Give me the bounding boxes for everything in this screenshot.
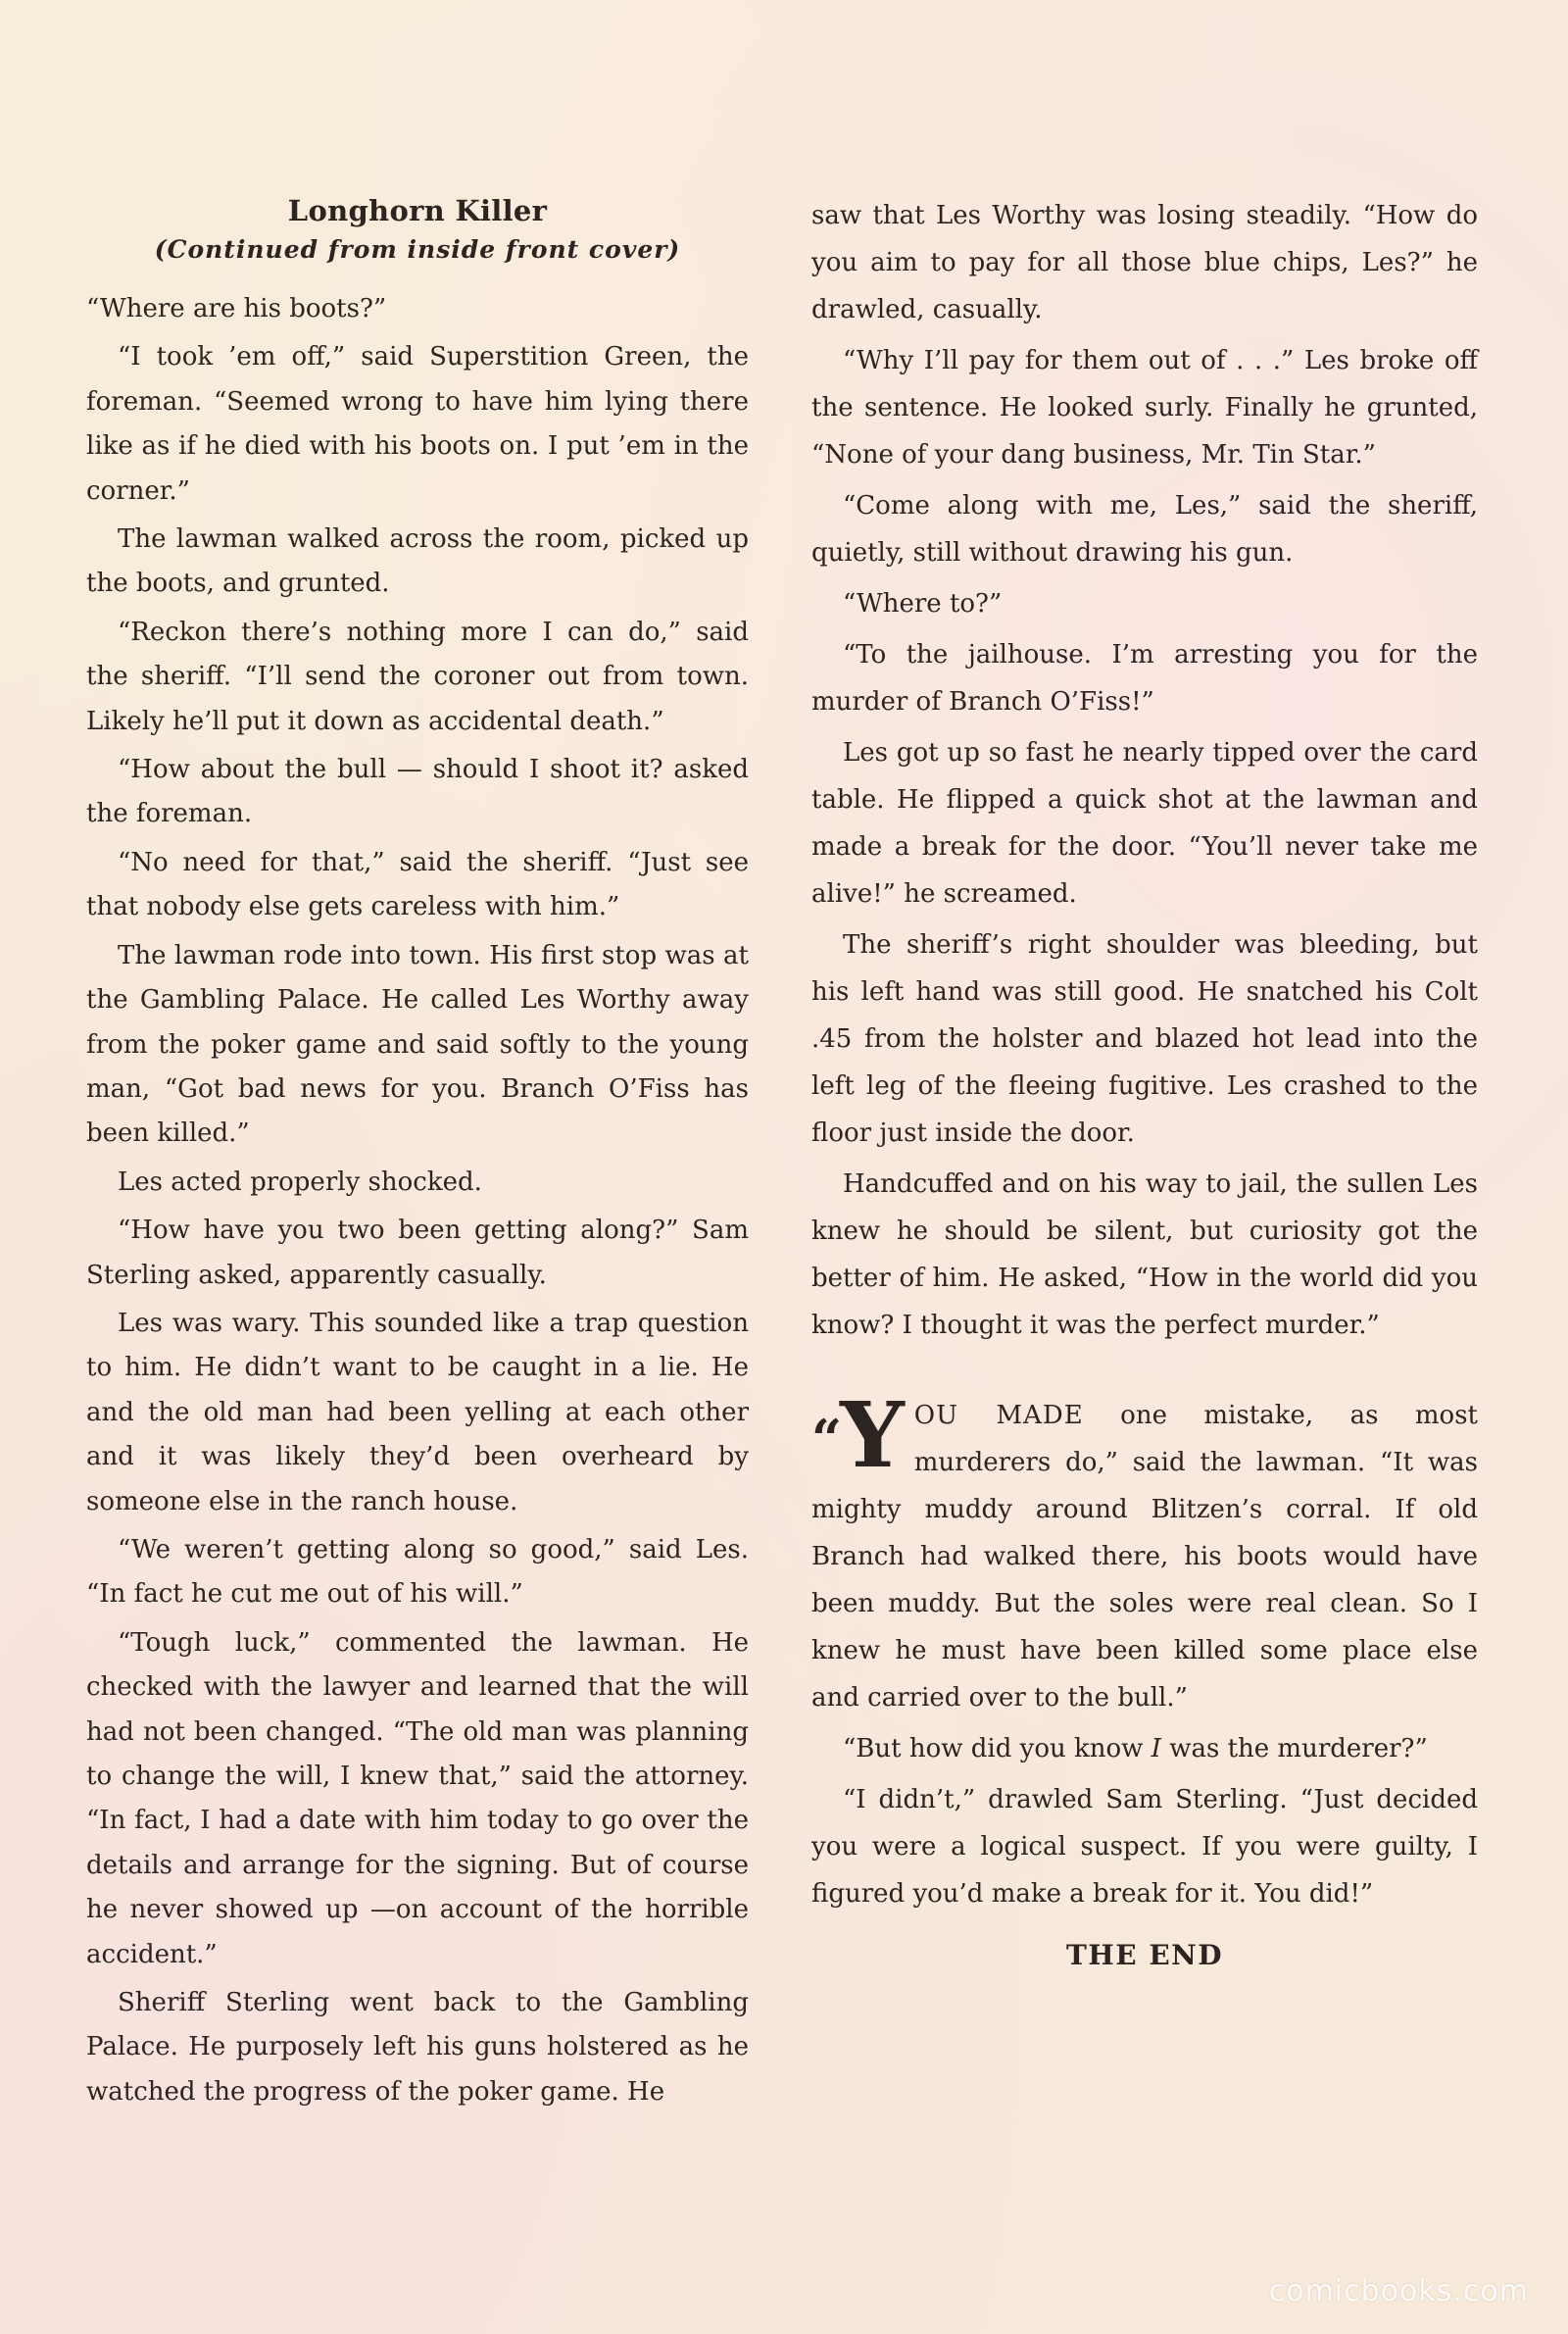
right-column bbox=[811, 192, 1478, 1971]
paragraph: “How have you two been getting along?” Sam Sterling asked, apparently casually. bbox=[86, 1216, 749, 1290]
paragraph: “We weren’t getting along so good,” said Les. “In fact he cut me out of his will.” bbox=[86, 1534, 749, 1610]
paragraph: saw that Les Worthy was losing steadily. “How do you aim to pay for all those blue chips, Les?” he drawled, casually. bbox=[811, 201, 1478, 324]
the-end-label: THE END bbox=[1065, 1939, 1224, 1971]
paragraph: The sheriff’s right shoulder was bleeding, but his left hand was still good. He snatched his Colt .45 from the holster and blazed hot lead into the left leg of the fleeing fugitive. Les crashed to the floor just inside the door. bbox=[811, 930, 1478, 1148]
paragraph: Handcuffed and on his way to jail, the sullen Les knew he should be silent, but curiosity got the better of him. He asked, “How in the world did you know? I thought it was the perfect murder.” bbox=[811, 1169, 1478, 1340]
paragraph-italic: I bbox=[1151, 1734, 1161, 1763]
paragraph: “Tough luck,” commented the lawman. He checked with the lawyer and learned that the will had not been changed. “The old man was planning to change the will, I knew that,” said the attorney. “In fact, I had a date with him today to go over the details and arrange for the signing. But of course he never showed up —on account of the horrible accident.” bbox=[86, 1627, 749, 1969]
paragraph: Les was wary. This sounded like a trap question to him. He didn’t want to be caught in a lie. He and the old man had been yelling at each other and it was likely they’d been overheard by someone else in the ranch house. bbox=[86, 1308, 749, 1516]
paragraph: “I didn’t,” drawled Sam Sterling. “Just decided you were a logical suspect. If you were guilty, I figured you’d make a break for it. You did!” bbox=[811, 1785, 1478, 1909]
paragraph-text: “But how did you know bbox=[843, 1734, 1152, 1763]
dropcap-open-quote: “ bbox=[811, 1408, 843, 1470]
paragraph: “Where to?” bbox=[843, 589, 1003, 619]
paragraph: “Come along with me, Les,” said the sheriff, quietly, still without drawing his gun. bbox=[811, 491, 1478, 568]
dropcap-paragraph-text: one mistake, as most murderers do,” said the lawman. “It was mighty muddy around Blitzen’s corral. If old Branch had walked there, his boots would have been muddy. But the soles were real clean. So I knew he must have been killed some place else and carried over to the bull.” bbox=[811, 1401, 1478, 1713]
paragraph-text: was the murderer?” bbox=[1160, 1734, 1428, 1763]
left-column bbox=[86, 186, 749, 2118]
story-subtitle: (Continued from inside front cover) bbox=[154, 235, 681, 264]
paragraph: “How about the bull — should I shoot it? asked the foreman. bbox=[86, 755, 749, 829]
paragraph: “Why I’ll pay for them out of . . .” Les broke off the sentence. He looked surly. Finally he grunted, “None of your dang business, Mr. Tin Star.” bbox=[811, 346, 1478, 470]
paragraph: Les acted properly shocked. bbox=[118, 1167, 482, 1197]
paragraph: The lawman rode into town. His first stop was at the Gambling Palace. He called Les Worthy away from the poker game and said softly to the young man, “Got bad news for you. Branch O’Fiss has been killed.” bbox=[86, 940, 749, 1149]
paragraph: “I took ’em off,” said Superstition Green, the foreman. “Seemed wrong to have him lying there like as if he died with his boots on. I put ’em in the corner.” bbox=[86, 342, 749, 506]
dropcap-paragraph bbox=[811, 1382, 1478, 1721]
paragraph: The lawman walked across the room, picked up the boots, and grunted. bbox=[86, 524, 749, 599]
lead-caps: OU MADE bbox=[913, 1401, 1084, 1430]
dropcap-letter: Y bbox=[840, 1382, 905, 1488]
paragraph: Les got up so fast he nearly tipped over the card table. He flipped a quick shot at the lawman and made a break for the door. “You’ll never take me alive!” he screamed. bbox=[811, 738, 1478, 909]
paragraph: Sheriff Sterling went back to the Gambling Palace. He purposely left his guns holstered as he watched the progress of the poker game. He bbox=[86, 1988, 749, 2107]
story-title: Longhorn Killer bbox=[287, 194, 548, 227]
paragraph: “No need for that,” said the sheriff. “Just see that nobody else gets careless with him.” bbox=[86, 847, 749, 922]
paragraph: “Reckon there’s nothing more I can do,” said the sheriff. “I’ll send the coroner out from town. Likely he’ll put it down as accidental death.” bbox=[86, 617, 749, 736]
watermark: comicbooks.com bbox=[1268, 2274, 1529, 2309]
paragraph bbox=[811, 1725, 1478, 1772]
paragraph: “To the jailhouse. I’m arresting you for the murder of Branch O’Fiss!” bbox=[811, 640, 1478, 717]
paragraph: “Where are his boots?” bbox=[86, 294, 387, 323]
dropcap bbox=[811, 1382, 905, 1488]
